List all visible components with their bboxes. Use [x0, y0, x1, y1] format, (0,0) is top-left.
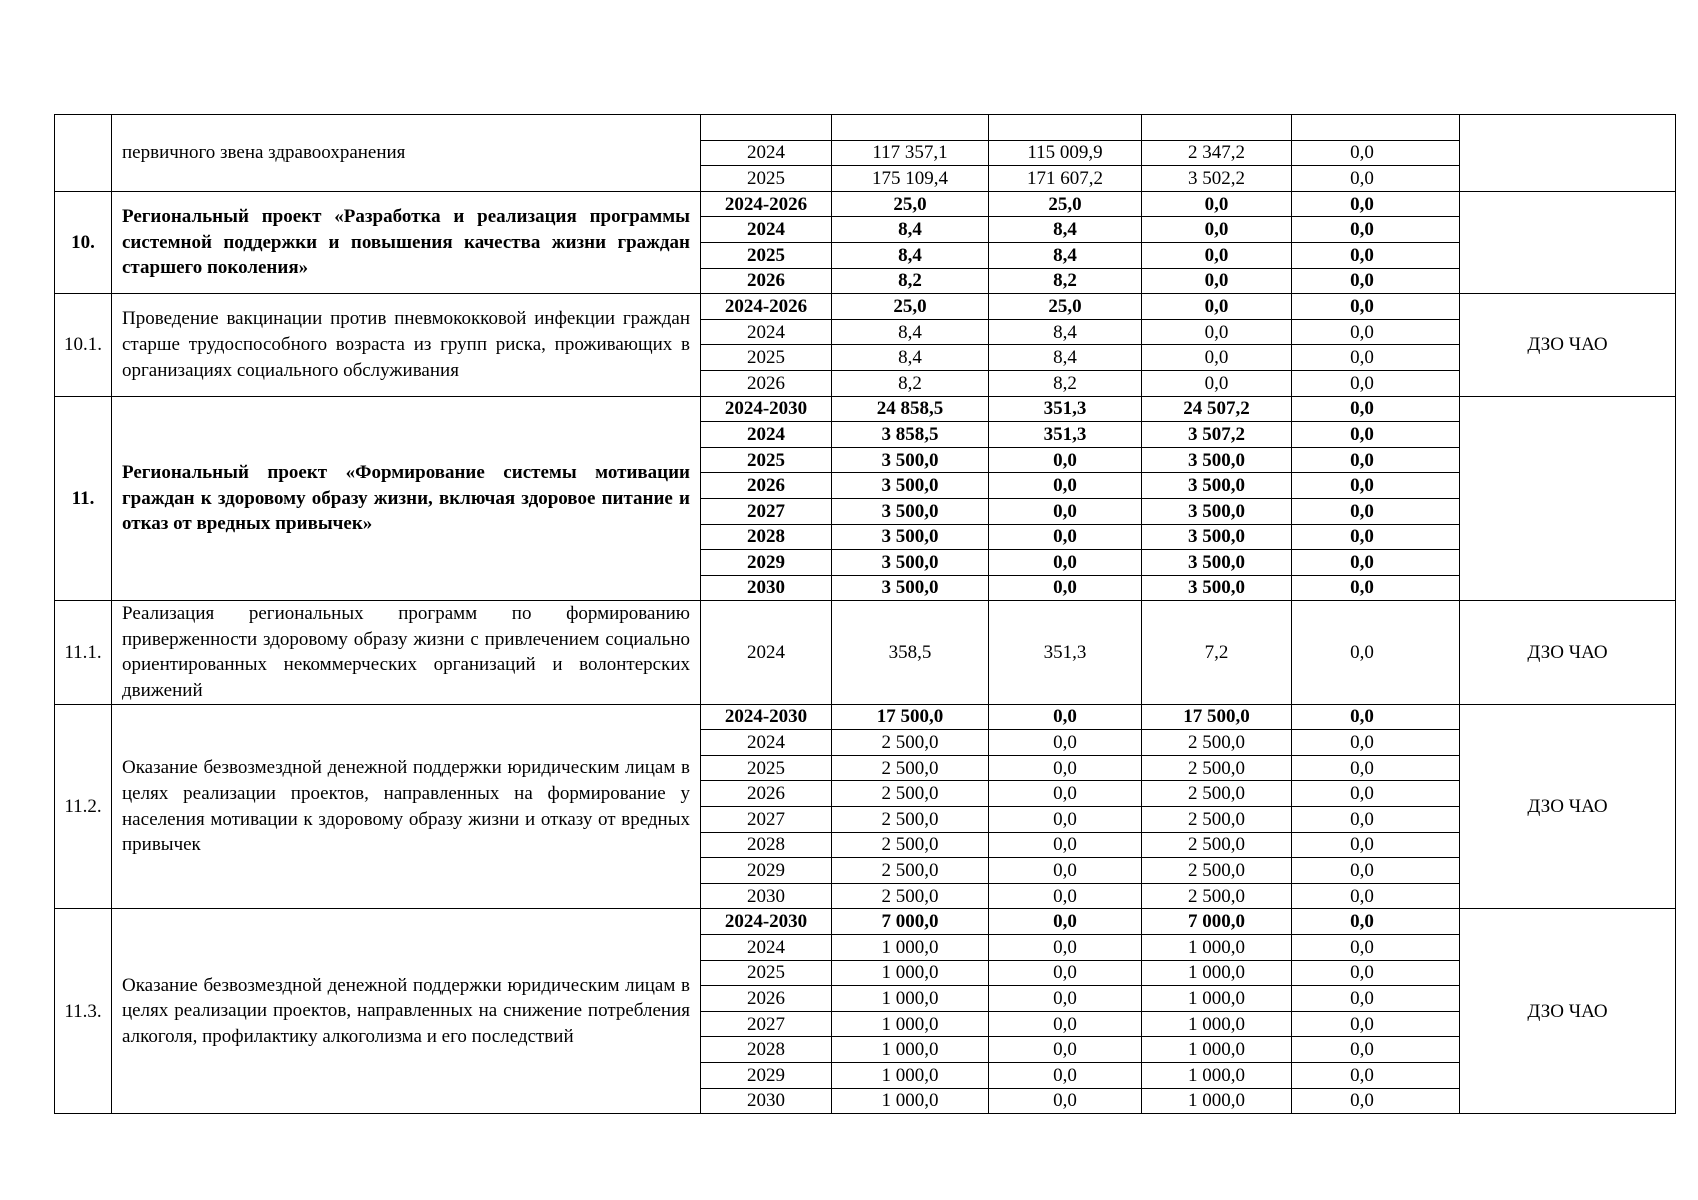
cell-reg: 0,0: [1142, 294, 1292, 320]
cell-reg: [1142, 115, 1292, 141]
cell-total: 25,0: [832, 294, 989, 320]
cell-other: 0,0: [1292, 704, 1460, 730]
cell-reg: 3 500,0: [1142, 575, 1292, 601]
cell-other: 0,0: [1292, 601, 1460, 704]
cell-period: 2025: [701, 960, 832, 986]
cell-reg: 2 500,0: [1142, 883, 1292, 909]
cell-fed: 0,0: [989, 1011, 1142, 1037]
cell-total: 8,4: [832, 345, 989, 371]
cell-other: 0,0: [1292, 807, 1460, 833]
responsible-executor: ДЗО ЧАО: [1460, 601, 1676, 704]
cell-other: 0,0: [1292, 370, 1460, 396]
cell-reg: 0,0: [1142, 319, 1292, 345]
cell-total: 8,2: [832, 268, 989, 294]
cell-total: 358,5: [832, 601, 989, 704]
cell-other: 0,0: [1292, 345, 1460, 371]
cell-period: 2028: [701, 1037, 832, 1063]
responsible-executor: ДЗО ЧАО: [1460, 704, 1676, 909]
cell-fed: 0,0: [989, 960, 1142, 986]
cell-reg: 1 000,0: [1142, 1088, 1292, 1114]
cell-other: 0,0: [1292, 217, 1460, 243]
cell-period: 2027: [701, 807, 832, 833]
item-number: 11.2.: [55, 704, 112, 909]
responsible-executor: ДЗО ЧАО: [1460, 909, 1676, 1114]
table-row: [55, 191, 1676, 217]
cell-total: 117 357,1: [832, 140, 989, 166]
cell-total: 3 500,0: [832, 447, 989, 473]
cell-other: 0,0: [1292, 422, 1460, 448]
cell-other: 0,0: [1292, 524, 1460, 550]
cell-other: 0,0: [1292, 935, 1460, 961]
cell-fed: 0,0: [989, 781, 1142, 807]
cell-period: 2026: [701, 986, 832, 1012]
cell-fed: 0,0: [989, 935, 1142, 961]
cell-other: 0,0: [1292, 1037, 1460, 1063]
cell-fed: 0,0: [989, 1088, 1142, 1114]
cell-total: 1 000,0: [832, 960, 989, 986]
cell-other: 0,0: [1292, 550, 1460, 576]
cell-other: 0,0: [1292, 986, 1460, 1012]
cell-reg: 1 000,0: [1142, 986, 1292, 1012]
cell-other: 0,0: [1292, 294, 1460, 320]
table-row: [55, 294, 1676, 320]
cell-other: 0,0: [1292, 396, 1460, 422]
cell-fed: 0,0: [989, 704, 1142, 730]
table-row: [55, 704, 1676, 730]
cell-fed: 25,0: [989, 191, 1142, 217]
cell-reg: 2 500,0: [1142, 781, 1292, 807]
cell-other: 0,0: [1292, 858, 1460, 884]
cell-reg: 17 500,0: [1142, 704, 1292, 730]
cell-total: 2 500,0: [832, 858, 989, 884]
cell-period: 2024: [701, 730, 832, 756]
cell-other: 0,0: [1292, 1088, 1460, 1114]
item-number: 11.3.: [55, 909, 112, 1114]
cell-other: 0,0: [1292, 191, 1460, 217]
cell-reg: 3 500,0: [1142, 524, 1292, 550]
cell-period: 2026: [701, 370, 832, 396]
cell-reg: 7,2: [1142, 601, 1292, 704]
item-name: Оказание безвозмездной денежной поддержки юридическим лицам в целях реализации проектов, направленных на снижение потребления алкоголя, профилактику алкоголизма и его последствий: [112, 909, 701, 1114]
table-row: [55, 909, 1676, 935]
cell-reg: 3 502,2: [1142, 166, 1292, 192]
cell-period: 2024: [701, 601, 832, 704]
cell-period: 2028: [701, 832, 832, 858]
cell-period: 2026: [701, 781, 832, 807]
cell-period: 2024-2026: [701, 294, 832, 320]
cell-other: 0,0: [1292, 1062, 1460, 1088]
cell-total: 2 500,0: [832, 755, 989, 781]
cell-fed: 8,4: [989, 217, 1142, 243]
cell-reg: 0,0: [1142, 242, 1292, 268]
cell-reg: 1 000,0: [1142, 1037, 1292, 1063]
item-name: Региональный проект «Формирование системы мотивации граждан к здоровому образу жизни, включая здоровое питание и отказ от вредных привычек»: [112, 396, 701, 601]
cell-fed: 0,0: [989, 524, 1142, 550]
cell-other: [1292, 115, 1460, 141]
cell-total: 17 500,0: [832, 704, 989, 730]
cell-fed: 171 607,2: [989, 166, 1142, 192]
cell-period: 2029: [701, 1062, 832, 1088]
cell-total: 24 858,5: [832, 396, 989, 422]
item-name: Региональный проект «Разработка и реализация программы системной поддержки и повышения качества жизни граждан старшего поколения»: [112, 191, 701, 293]
cell-total: 2 500,0: [832, 730, 989, 756]
cell-other: 0,0: [1292, 447, 1460, 473]
cell-total: 8,4: [832, 242, 989, 268]
cell-period: 2025: [701, 447, 832, 473]
cell-fed: 0,0: [989, 858, 1142, 884]
cell-fed: [989, 115, 1142, 141]
cell-reg: 1 000,0: [1142, 1062, 1292, 1088]
cell-reg: 2 500,0: [1142, 858, 1292, 884]
item-name: Оказание безвозмездной денежной поддержки юридическим лицам в целях реализации проектов, направленных на формирование у населения мотивации к здоровому образу жизни и отказу от вредных привычек: [112, 704, 701, 909]
cell-period: 2029: [701, 858, 832, 884]
cell-period: 2025: [701, 166, 832, 192]
cell-reg: 2 500,0: [1142, 730, 1292, 756]
cell-fed: 0,0: [989, 575, 1142, 601]
cell-total: 175 109,4: [832, 166, 989, 192]
cell-other: 0,0: [1292, 832, 1460, 858]
item-number: 10.1.: [55, 294, 112, 396]
cell-total: 3 500,0: [832, 575, 989, 601]
cell-total: 1 000,0: [832, 935, 989, 961]
cell-reg: 3 500,0: [1142, 498, 1292, 524]
cell-reg: 7 000,0: [1142, 909, 1292, 935]
cell-period: 2027: [701, 1011, 832, 1037]
cell-total: 1 000,0: [832, 1088, 989, 1114]
cell-fed: 0,0: [989, 498, 1142, 524]
cell-total: 2 500,0: [832, 883, 989, 909]
cell-period: 2026: [701, 268, 832, 294]
cell-reg: 1 000,0: [1142, 1011, 1292, 1037]
cell-other: 0,0: [1292, 140, 1460, 166]
cell-reg: 1 000,0: [1142, 960, 1292, 986]
cell-fed: 351,3: [989, 601, 1142, 704]
cell-reg: 3 507,2: [1142, 422, 1292, 448]
cell-fed: 115 009,9: [989, 140, 1142, 166]
cell-total: 2 500,0: [832, 832, 989, 858]
cell-other: 0,0: [1292, 1011, 1460, 1037]
cell-fed: 0,0: [989, 986, 1142, 1012]
cell-period: 2030: [701, 575, 832, 601]
item-name: Проведение вакцинации против пневмококковой инфекции граждан старше трудоспособного возраста из групп риска, проживающих в организациях социального обслуживания: [112, 294, 701, 396]
responsible-executor: ДЗО ЧАО: [1460, 294, 1676, 396]
cell-reg: 2 500,0: [1142, 807, 1292, 833]
cell-other: 0,0: [1292, 781, 1460, 807]
cell-total: 25,0: [832, 191, 989, 217]
cell-period: 2024: [701, 935, 832, 961]
cell-fed: 0,0: [989, 447, 1142, 473]
cell-other: 0,0: [1292, 268, 1460, 294]
cell-reg: 3 500,0: [1142, 473, 1292, 499]
cell-total: 8,4: [832, 217, 989, 243]
cell-period: 2024: [701, 422, 832, 448]
cell-fed: 0,0: [989, 755, 1142, 781]
cell-period: 2029: [701, 550, 832, 576]
cell-fed: 0,0: [989, 832, 1142, 858]
cell-period: 2024: [701, 319, 832, 345]
cell-period: 2030: [701, 883, 832, 909]
responsible-executor: [1460, 115, 1676, 192]
cell-other: 0,0: [1292, 883, 1460, 909]
item-name: первичного звена здравоохранения: [112, 115, 701, 192]
item-number: [55, 115, 112, 192]
cell-total: 3 500,0: [832, 524, 989, 550]
cell-period: 2024: [701, 140, 832, 166]
cell-period: 2024-2030: [701, 909, 832, 935]
cell-total: 3 500,0: [832, 498, 989, 524]
cell-reg: 0,0: [1142, 370, 1292, 396]
cell-fed: 0,0: [989, 473, 1142, 499]
cell-fed: 8,4: [989, 319, 1142, 345]
cell-other: 0,0: [1292, 319, 1460, 345]
cell-total: 7 000,0: [832, 909, 989, 935]
cell-other: 0,0: [1292, 730, 1460, 756]
cell-other: 0,0: [1292, 498, 1460, 524]
cell-total: 3 500,0: [832, 473, 989, 499]
table-row: [55, 601, 1676, 704]
cell-fed: 0,0: [989, 730, 1142, 756]
cell-total: 1 000,0: [832, 986, 989, 1012]
cell-fed: 8,2: [989, 370, 1142, 396]
cell-period: 2027: [701, 498, 832, 524]
cell-period: 2024-2030: [701, 396, 832, 422]
cell-reg: 2 347,2: [1142, 140, 1292, 166]
budget-table: [54, 114, 1676, 1114]
responsible-executor: [1460, 396, 1676, 601]
cell-period: 2026: [701, 473, 832, 499]
cell-period: 2024-2026: [701, 191, 832, 217]
cell-total: 8,2: [832, 370, 989, 396]
cell-total: 3 500,0: [832, 550, 989, 576]
cell-total: 1 000,0: [832, 1037, 989, 1063]
cell-fed: 8,4: [989, 345, 1142, 371]
cell-total: 2 500,0: [832, 781, 989, 807]
item-name: Реализация региональных программ по формированию приверженности здоровому образу жизни с привлечением социально ориентированных некоммерческих организаций и волонтерских движений: [112, 601, 701, 704]
cell-period: [701, 115, 832, 141]
cell-reg: 2 500,0: [1142, 832, 1292, 858]
cell-fed: 0,0: [989, 1037, 1142, 1063]
cell-period: 2025: [701, 242, 832, 268]
cell-period: 2028: [701, 524, 832, 550]
cell-total: 3 858,5: [832, 422, 989, 448]
cell-fed: 8,2: [989, 268, 1142, 294]
cell-other: 0,0: [1292, 909, 1460, 935]
cell-other: 0,0: [1292, 473, 1460, 499]
cell-total: [832, 115, 989, 141]
cell-total: 8,4: [832, 319, 989, 345]
cell-total: 1 000,0: [832, 1062, 989, 1088]
item-number: 10.: [55, 191, 112, 293]
cell-other: 0,0: [1292, 960, 1460, 986]
cell-period: 2025: [701, 755, 832, 781]
table-row: [55, 115, 1676, 141]
cell-fed: 351,3: [989, 422, 1142, 448]
cell-reg: 2 500,0: [1142, 755, 1292, 781]
cell-reg: 24 507,2: [1142, 396, 1292, 422]
item-number: 11.1.: [55, 601, 112, 704]
cell-other: 0,0: [1292, 575, 1460, 601]
cell-reg: 0,0: [1142, 345, 1292, 371]
cell-total: 1 000,0: [832, 1011, 989, 1037]
cell-period: 2024-2030: [701, 704, 832, 730]
cell-reg: 0,0: [1142, 191, 1292, 217]
cell-total: 2 500,0: [832, 807, 989, 833]
cell-fed: 0,0: [989, 550, 1142, 576]
table-row: [55, 396, 1676, 422]
cell-reg: 3 500,0: [1142, 550, 1292, 576]
cell-fed: 8,4: [989, 242, 1142, 268]
cell-fed: 0,0: [989, 807, 1142, 833]
cell-other: 0,0: [1292, 166, 1460, 192]
cell-other: 0,0: [1292, 242, 1460, 268]
cell-reg: 1 000,0: [1142, 935, 1292, 961]
cell-fed: 0,0: [989, 883, 1142, 909]
cell-other: 0,0: [1292, 755, 1460, 781]
cell-fed: 25,0: [989, 294, 1142, 320]
cell-period: 2030: [701, 1088, 832, 1114]
cell-fed: 0,0: [989, 909, 1142, 935]
cell-reg: 0,0: [1142, 217, 1292, 243]
responsible-executor: [1460, 191, 1676, 293]
cell-period: 2025: [701, 345, 832, 371]
cell-reg: 3 500,0: [1142, 447, 1292, 473]
cell-fed: 0,0: [989, 1062, 1142, 1088]
cell-fed: 351,3: [989, 396, 1142, 422]
cell-period: 2024: [701, 217, 832, 243]
item-number: 11.: [55, 396, 112, 601]
cell-reg: 0,0: [1142, 268, 1292, 294]
